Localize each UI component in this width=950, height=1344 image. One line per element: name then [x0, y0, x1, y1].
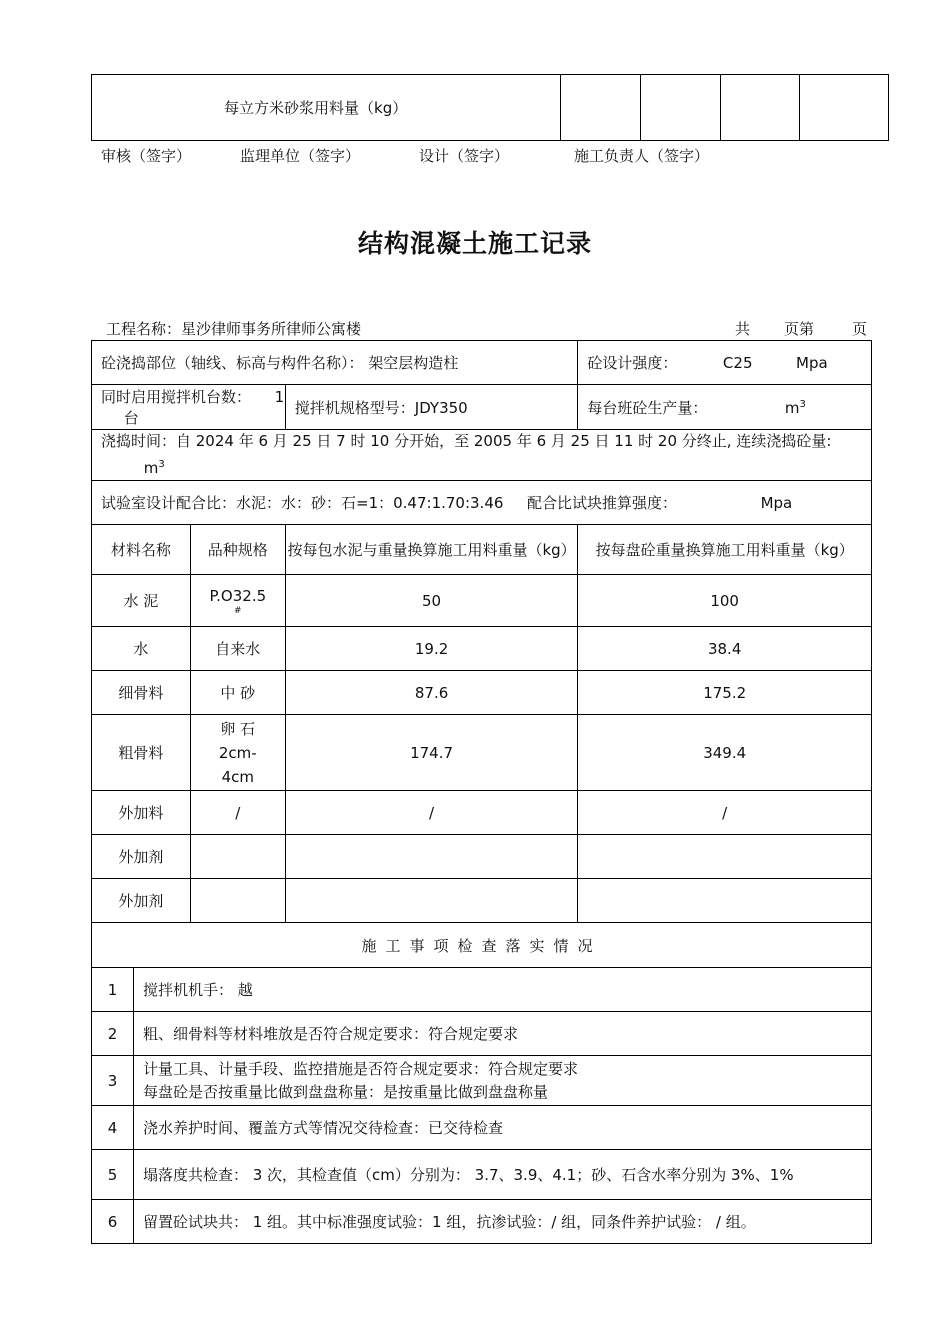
inspection-no: 6	[92, 1200, 134, 1244]
signature-supervision: 监理单位（签字）	[240, 147, 361, 165]
pour-time: 浇捣时间：自 2024 年 6 月 25 日 7 时 10 分开始，至 2005 年 6 月 25 日 11 时 20 分终止, 连续浇捣砼量:	[101, 432, 832, 450]
material-spec: 中 砂	[190, 671, 285, 715]
mortar-cell-4	[800, 75, 889, 141]
table-row	[92, 627, 872, 671]
inspection-no: 5	[92, 1150, 134, 1200]
material-spec	[190, 879, 285, 923]
page-title: 结构混凝土施工记录	[357, 229, 592, 258]
material-spec: 卵 石 2cm-4cm	[190, 715, 285, 791]
material-per-bag: 87.6	[285, 671, 578, 715]
material-per-batch: 175.2	[578, 671, 872, 715]
material-per-batch: 38.4	[578, 627, 872, 671]
material-per-batch	[578, 879, 872, 923]
pour-time-cell	[92, 430, 872, 481]
material-name: 水 泥	[92, 575, 191, 627]
pour-part: 砼浇捣部位（轴线、标高与构件名称）： 架空层构造柱	[101, 354, 459, 372]
inspection-text-2: 每盘砼是否按重量比做到盘盘称量：是按重量比做到盘盘称量	[142, 1082, 548, 1101]
mortar-usage-label-cell	[92, 75, 561, 141]
table-row	[92, 575, 872, 627]
inspection-text: 塌落度共检查： 3 次，其检查值（cm）分别为： 3.7、3.9、4.1；砂、石含水率分别为 3%、1%	[133, 1150, 871, 1200]
construction-record-table	[91, 340, 872, 1244]
material-per-bag	[285, 835, 578, 879]
project-name: 工程名称：星沙律师事务所律师公寓楼	[106, 320, 362, 338]
cube-strength-label: 配合比试块推算强度：	[526, 494, 677, 512]
mixer-model-cell	[285, 385, 578, 430]
material-per-bag: 19.2	[285, 627, 578, 671]
mixers-unit: 台	[123, 409, 139, 427]
inspection-no: 3	[92, 1056, 134, 1106]
material-name: 细骨料	[92, 671, 191, 715]
inspection-text-cell	[133, 1056, 871, 1106]
mixers-value: 1	[274, 388, 285, 406]
material-spec	[190, 835, 285, 879]
inspection-text: 搅拌机机手： 越	[133, 968, 871, 1012]
list-item	[92, 1106, 872, 1150]
material-per-batch: /	[578, 791, 872, 835]
material-name: 粗骨料	[92, 715, 191, 791]
design-strength-unit: Mpa	[796, 354, 828, 372]
table-row	[92, 715, 872, 791]
list-item	[92, 968, 872, 1012]
list-item	[92, 1056, 872, 1106]
mixers-label: 同时启用搅拌机台数：	[101, 388, 252, 406]
output-unit-sup: 3	[799, 398, 806, 410]
header-per-batch: 按每盘砼重量换算施工用料重量（kg）	[578, 525, 872, 575]
material-name: 外加剂	[92, 879, 191, 923]
page-end-label: 页	[852, 320, 868, 338]
cube-strength-unit: Mpa	[760, 494, 793, 512]
pour-volume-sup: 3	[158, 459, 165, 470]
pour-part-cell	[92, 341, 578, 385]
table-row	[92, 671, 872, 715]
design-strength-cell	[578, 341, 872, 385]
material-per-bag: 50	[285, 575, 578, 627]
inspection-text: 浇水养护时间、覆盖方式等情况交待检查：已交待检查	[133, 1106, 871, 1150]
pour-volume-unit: m	[143, 459, 159, 477]
list-item	[92, 1012, 872, 1056]
material-per-batch	[578, 835, 872, 879]
mortar-usage-table	[91, 74, 889, 141]
material-per-bag: /	[285, 791, 578, 835]
inspection-no: 1	[92, 968, 134, 1012]
output-unit: m	[784, 398, 800, 417]
material-spec-cell	[190, 575, 285, 627]
output-label: 每台班砼生产量：	[587, 398, 708, 417]
mix-ratio-cell	[92, 481, 872, 525]
mixers-cell	[92, 385, 286, 430]
material-per-batch: 349.4	[578, 715, 872, 791]
mortar-cell-2	[641, 75, 721, 141]
inspection-heading: 施工事项检查落实情况	[92, 923, 872, 968]
table-row	[92, 835, 872, 879]
mortar-usage-label: 每立方米砂浆用料量（kg）	[224, 99, 408, 117]
material-per-batch: 100	[578, 575, 872, 627]
list-item	[92, 1200, 872, 1244]
inspection-text: 粗、细骨料等材料堆放是否符合规定要求：符合规定要求	[133, 1012, 871, 1056]
page-total-label: 共	[735, 320, 751, 338]
header-per-bag: 按每包水泥与重量换算施工用料重量（kg）	[285, 525, 578, 575]
mortar-cell-3	[721, 75, 800, 141]
mortar-cell-1	[561, 75, 641, 141]
material-name: 水	[92, 627, 191, 671]
mix-ratio: 试验室设计配合比：水泥：水：砂：石=1：0.47:1.70:3.46	[101, 494, 504, 512]
list-item	[92, 1150, 872, 1200]
material-spec-mark: #	[234, 605, 242, 616]
table-row	[92, 791, 872, 835]
inspection-text: 留置砼试块共： 1 组。其中标准强度试验：1 组，抗渗试验：/ 组，同条件养护试验： / 组。	[133, 1200, 871, 1244]
material-per-bag	[285, 879, 578, 923]
inspection-no: 4	[92, 1106, 134, 1150]
output-cell	[578, 385, 872, 430]
inspection-no: 2	[92, 1012, 134, 1056]
inspection-text: 计量工具、计量手段、监控措施是否符合规定要求：符合规定要求	[142, 1059, 578, 1078]
material-name: 外加料	[92, 791, 191, 835]
material-per-bag: 174.7	[285, 715, 578, 791]
signature-design: 设计（签字）	[419, 147, 510, 165]
signature-review: 审核（签字）	[101, 147, 192, 165]
signature-construction-lead: 施工负责人（签字）	[574, 147, 710, 165]
header-spec: 品种规格	[190, 525, 285, 575]
header-material-name: 材料名称	[92, 525, 191, 575]
design-strength-value: C25	[722, 354, 753, 372]
material-spec: P.O32.5	[209, 586, 267, 605]
page-mid-label: 页第	[784, 320, 815, 338]
table-row	[92, 879, 872, 923]
mixer-model: 搅拌机规格型号：JDY350	[294, 398, 468, 417]
material-spec: 自来水	[190, 627, 285, 671]
material-name: 外加剂	[92, 835, 191, 879]
material-spec: /	[190, 791, 285, 835]
design-strength-label: 砼设计强度：	[587, 354, 678, 372]
